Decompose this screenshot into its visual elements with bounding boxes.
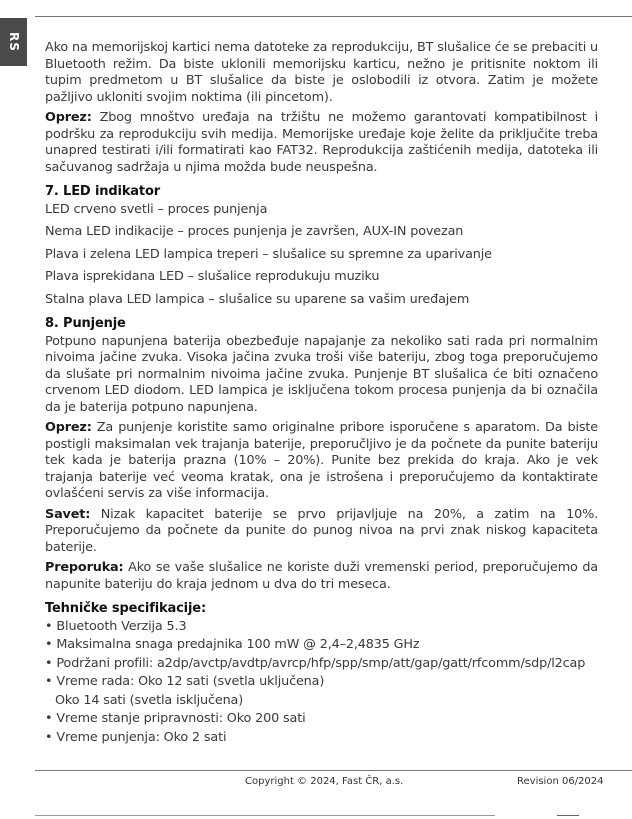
- language-tab: [0, 18, 27, 66]
- spec-item: • Maksimalna snaga predajnika 100 mW @ 2,4–2,4835 GHz: [45, 637, 598, 654]
- caution-paragraph-media: [45, 110, 598, 176]
- led-item: Nema LED indikacije – proces punjenja je završen, AUX-IN povezan: [45, 224, 464, 239]
- caution-paragraph-charging: [45, 420, 598, 503]
- section-title-specs: Tehničke specifikacije:: [45, 601, 207, 616]
- tip-label: Savet:: [45, 506, 91, 522]
- spec-item: • Vreme rada: Oko 12 sati (svetla uključena): [45, 674, 598, 691]
- caution-text: Za punjenje koristite samo originalne pribore isporučene s aparatom. Da biste postigli maksimalan vek trajanja baterije, preporučljivo je da počnete da punite bateriju tek kada je baterija prazna (10% – 20%). Punite bez prekida do kraja. Ako je vek trajanja baterije već veoma kratak, ona je istrošena i preporučujemo da kontaktirate ovlašćeni servis za više informacija.: [45, 420, 598, 501]
- spec-item: • Vreme punjenja: Oko 2 sati: [45, 730, 598, 747]
- tip-paragraph: [45, 507, 598, 557]
- spec-item-continuation: Oko 14 sati (svetla isključena): [55, 692, 244, 708]
- top-divider: [35, 16, 632, 17]
- bottom-edge-mark: [557, 815, 579, 816]
- revision-text: Revision 06/2024: [517, 776, 604, 787]
- language-code: RS: [6, 32, 21, 52]
- led-item: Stalna plava LED lampica – slušalice su uparene sa vašim uređajem: [45, 291, 470, 307]
- led-item: Plava i zelena LED lampica treperi – slušalice su spremne za uparivanje: [45, 246, 492, 262]
- caution-label: Oprez:: [45, 110, 92, 125]
- spec-item: • Bluetooth Verzija 5.3: [45, 619, 598, 636]
- recommendation-label: Preporuka:: [45, 560, 124, 575]
- footer-divider: [35, 770, 632, 771]
- spec-item: • Podržani profili: a2dp/avctp/avdtp/avrcp/hfp/spp/smp/att/gap/gatt/rfcomm/sdp/l2cap: [45, 656, 598, 673]
- specs-list: [45, 619, 598, 747]
- copyright-text: Copyright © 2024, Fast ČR, a.s.: [245, 776, 404, 787]
- caution-text: Zbog mnoštvo uređaja na tržištu ne možemo garantovati kompatibilnost i podršku za reprodukciju svih medija. Memorijske uređaje koje želite da priključite treba unapred testirati i/ili formatirati kao FAT32. Reprodukcija zaštićenih medija, datoteka ili sačuvanog sadržaja u njima možda bude neuspešna.: [45, 110, 598, 175]
- section-title-charging: 8. Punjenje: [45, 316, 126, 331]
- bottom-edge-line: [35, 815, 495, 816]
- caution-label: Oprez:: [45, 420, 92, 435]
- spec-item: • Vreme stanje pripravnosti: Oko 200 sati: [45, 711, 598, 728]
- section-title-led: 7. LED indikator: [45, 184, 161, 199]
- led-item: LED crveno svetli – proces punjenja: [45, 201, 268, 217]
- tip-text: Nizak kapacitet baterije se prvo prijavljuje na 20%, a zatim na 10%. Preporučujemo da počnete da punite do punog nivoa na prvi znak niskog kapaciteta baterije.: [45, 506, 598, 555]
- memory-card-paragraph: Ako na memorijskoj kartici nema datoteke za reprodukciju, BT slušalice će se prebaciti u Bluetooth režim. Da biste uklonili memorijsku karticu, nežno je pritisnite noktom ili tupim predmetom u BT slušalice da biste je oslobodili iz otvora. Zatim je možete pažljivo ukloniti svojim noktima (ili pincetom).: [45, 40, 598, 105]
- charging-paragraph: Potpuno napunjena baterija obezbeđuje napajanje za nekoliko sati rada pri normalnim nivoima jačine zvuka. Visoka jačina zvuka troši više bateriju, zbog toga preporučujemo da slušate pri normalnim nivoima jačine zvuka. Punjenje BT slušalica će biti označeno crvenom LED diodom. LED lampica je isključena tokom procesa punjenja da bi označila da je baterija potpuno napunjena.: [45, 333, 598, 415]
- recommendation-paragraph: [45, 560, 598, 593]
- manual-page-content: [45, 40, 598, 748]
- recommendation-text: Ako se vaše slušalice ne koriste duži vremenski period, preporučujemo da napunite bateriju do kraja jednom u dva do tri meseca.: [45, 560, 598, 592]
- led-item: Plava isprekidana LED – slušalice reprodukuju muziku: [45, 269, 380, 284]
